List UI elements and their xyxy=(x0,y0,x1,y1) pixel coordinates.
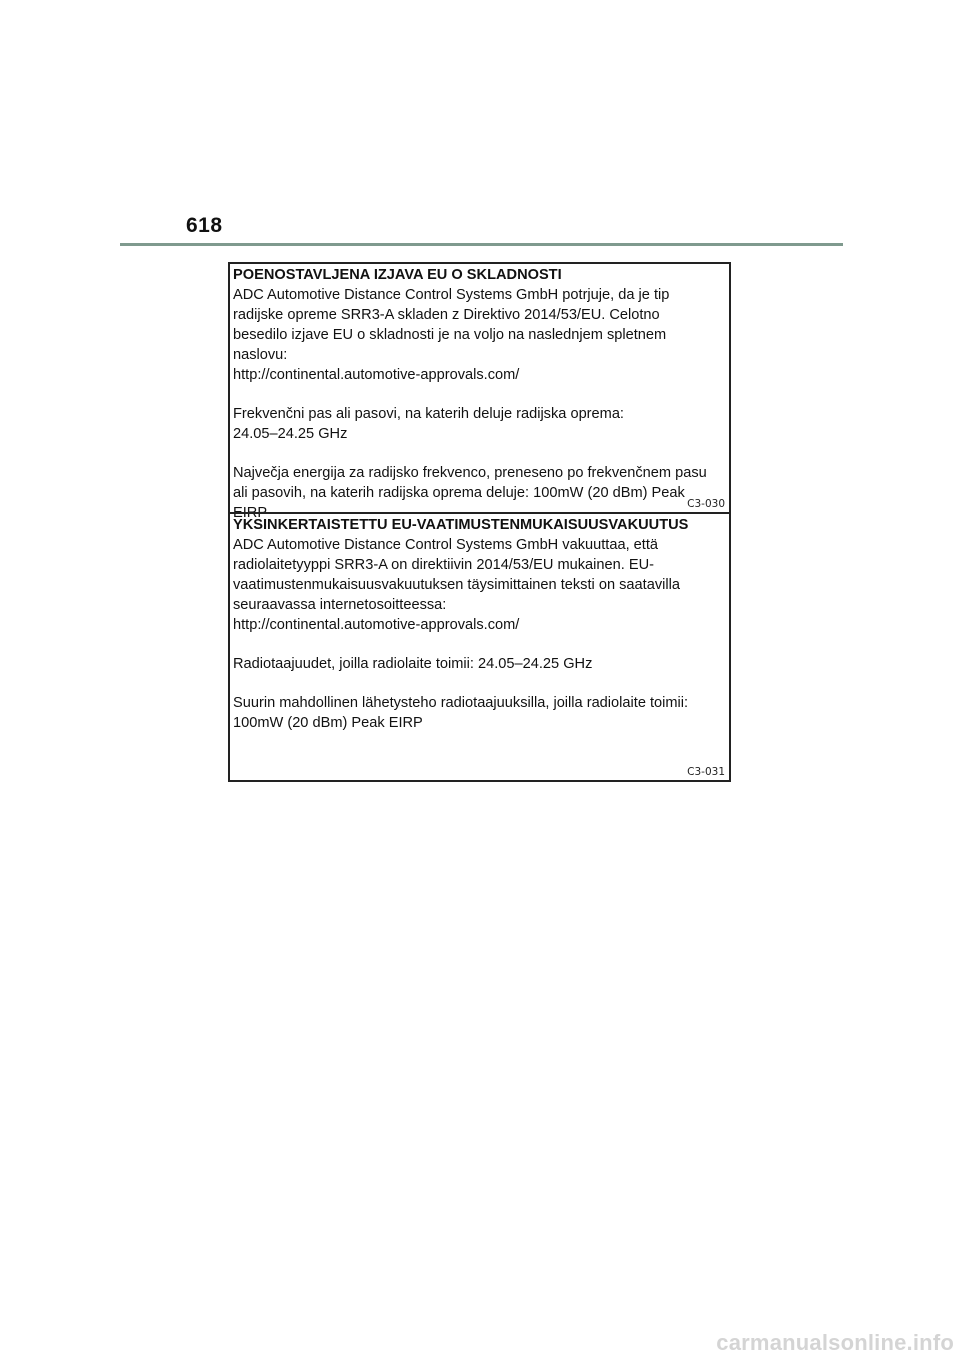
text-line: Največja energija za radijsko frekvenco, preneseno po frekvenčnem pasu xyxy=(233,465,707,481)
text-line: seuraavassa internetosoitteessa: xyxy=(233,597,447,613)
declaration-paragraph xyxy=(233,654,727,674)
declaration-paragraph xyxy=(233,404,727,444)
text-line: EIRP xyxy=(233,505,268,521)
text-line: besedilo izjave EU o skladnosti je na voljo na naslednjem spletnem xyxy=(233,327,667,343)
url-text: http://continental.automotive-approvals.com/ xyxy=(233,617,520,633)
declaration-box-finnish xyxy=(228,512,731,782)
declaration-paragraph xyxy=(233,285,727,385)
text-line: Radiotaajuudet, joilla radiolaite toimii: 24.05–24.25 GHz xyxy=(233,656,593,672)
page-number: 618 xyxy=(186,214,223,237)
text-line: Frekvenčni pas ali pasovi, na katerih deluje radijska oprema: xyxy=(233,406,624,422)
figure-code: C3-030 xyxy=(687,498,725,510)
figure-code: C3-031 xyxy=(687,766,725,778)
site-watermark: carmanualsonline.info xyxy=(716,1330,954,1355)
declaration-title: YKSINKERTAISTETTU EU-VAATIMUSTENMUKAISUUSVAKUUTUS xyxy=(233,517,689,533)
text-line: 24.05–24.25 GHz xyxy=(233,426,348,442)
text-line: 100mW (20 dBm) Peak EIRP xyxy=(233,715,423,731)
text-line: ali pasovih, na katerih radijska oprema deluje: 100mW (20 dBm) Peak xyxy=(233,485,685,501)
text-line: vaatimustenmukaisuusvakuutuksen täysimittainen teksti on saatavilla xyxy=(233,577,680,593)
text-line: radijske opreme SRR3-A skladen z Direktivo 2014/53/EU. Celotno xyxy=(233,307,660,323)
declaration-paragraph xyxy=(233,535,727,635)
text-line: radiolaitetyyppi SRR3-A on direktiivin 2014/53/EU mukainen. EU- xyxy=(233,557,654,573)
declaration-paragraph xyxy=(233,693,727,733)
declaration-title: POENOSTAVLJENA IZJAVA EU O SKLADNOSTI xyxy=(233,267,562,283)
declaration-box-slovenian xyxy=(228,262,731,521)
text-line: ADC Automotive Distance Control Systems GmbH potrjuje, da je tip xyxy=(233,287,670,303)
text-line: naslovu: xyxy=(233,347,288,363)
header-rule xyxy=(120,243,843,246)
text-line: Suurin mahdollinen lähetysteho radiotaajuuksilla, joilla radiolaite toimii: xyxy=(233,695,689,711)
url-text: http://continental.automotive-approvals.com/ xyxy=(233,367,520,383)
text-line: ADC Automotive Distance Control Systems GmbH vakuuttaa, että xyxy=(233,537,659,553)
